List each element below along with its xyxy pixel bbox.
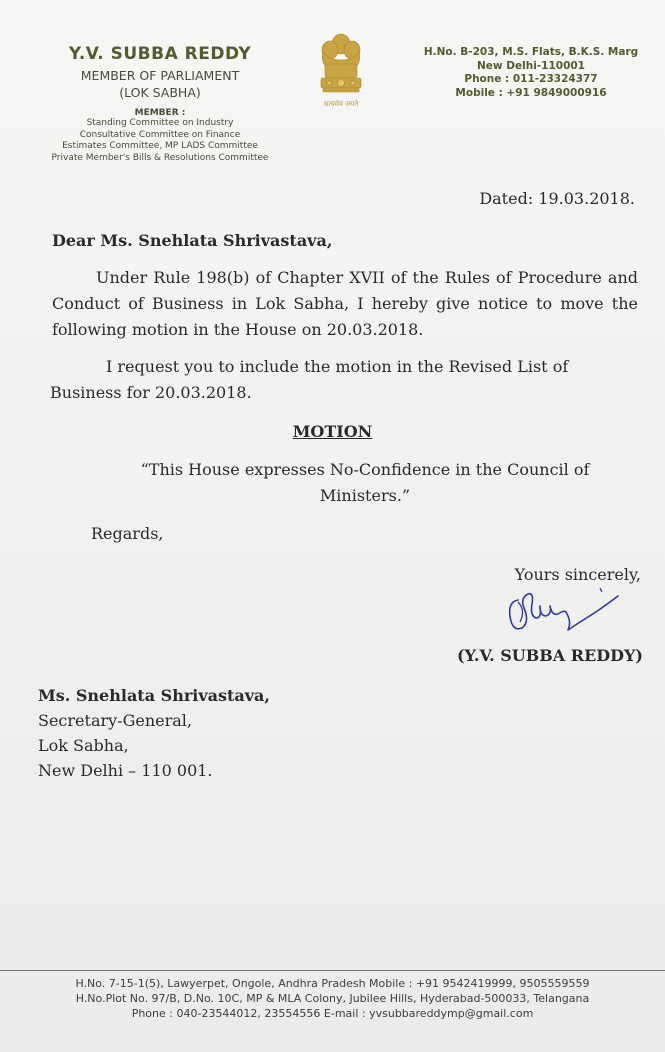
letter-date: Dated: 19.03.2018.	[479, 189, 635, 208]
salutation: Dear Ms. Snehlata Shrivastava,	[52, 231, 333, 250]
address-line: H.No. B-203, M.S. Flats, B.K.S. Marg	[423, 46, 639, 58]
closing: Yours sincerely,	[514, 565, 641, 584]
recipient-name: Ms. Snehlata Shrivastava,	[38, 686, 270, 705]
footer-divider	[0, 970, 665, 971]
body-paragraph-2: I request you to include the motion in the Revised List of Business for 20.03.2018.	[50, 357, 569, 402]
committee-item: Private Member's Bills & Resolutions Committee	[51, 152, 269, 163]
committee-item: Standing Committee on Industry	[86, 118, 234, 128]
signatory-name: (Y.V. SUBBA REDDY)	[456, 646, 643, 665]
motion-heading: MOTION	[292, 422, 373, 441]
letterhead-designation: MEMBER OF PARLIAMENT	[80, 68, 240, 83]
letterhead-house: (LOK SABHA)	[119, 85, 201, 100]
committee-item: Consultative Committee on Finance	[79, 129, 241, 140]
recipient-address	[38, 683, 270, 783]
recipient-title: Secretary-General,	[38, 711, 192, 730]
emblem-motto: सत्यमेव जयते	[323, 100, 359, 108]
footer-line: H.No. 7-15-1(5), Lawyerpet, Ongole, Andhra Pradesh Mobile : +91 9542419999, 9505559559	[75, 977, 590, 990]
signature-image	[500, 582, 630, 650]
letterhead-address	[420, 46, 642, 100]
footer-line: H.No.Plot No. 97/B, D.No. 10C, MP & MLA Colony, Jubilee Hills, Hyderabad-500033, Telangana	[75, 992, 590, 1005]
address-line: Phone : 011-23324377	[464, 73, 598, 85]
committee-item: Estimates Committee, MP LADS Committee	[62, 141, 258, 151]
recipient-city: New Delhi – 110 001.	[38, 761, 213, 780]
national-emblem-icon	[313, 30, 369, 126]
footer-line: Phone : 040-23544012, 23554556 E-mail : yvsubbareddymp@gmail.com	[131, 1007, 534, 1020]
body-paragraph-1: Under Rule 198(b) of Chapter XVII of the Rules of Procedure and Conduct of Business in Lok Sabha, I hereby give notice to move the following motion in the House on 20.03.2018.	[52, 268, 638, 339]
address-line: New Delhi-110001	[477, 59, 585, 72]
footer	[0, 976, 665, 1021]
letterhead-left	[30, 44, 290, 164]
address-line: Mobile : +91 9849000916	[455, 86, 607, 99]
letterhead-name: Y.V. SUBBA REDDY	[68, 44, 252, 64]
regards: Regards,	[91, 524, 164, 543]
letterhead-member-label: MEMBER :	[134, 108, 186, 118]
recipient-org: Lok Sabha,	[38, 736, 129, 755]
motion-text: “This House expresses No-Confidence in the Council of Ministers.”	[140, 460, 590, 505]
